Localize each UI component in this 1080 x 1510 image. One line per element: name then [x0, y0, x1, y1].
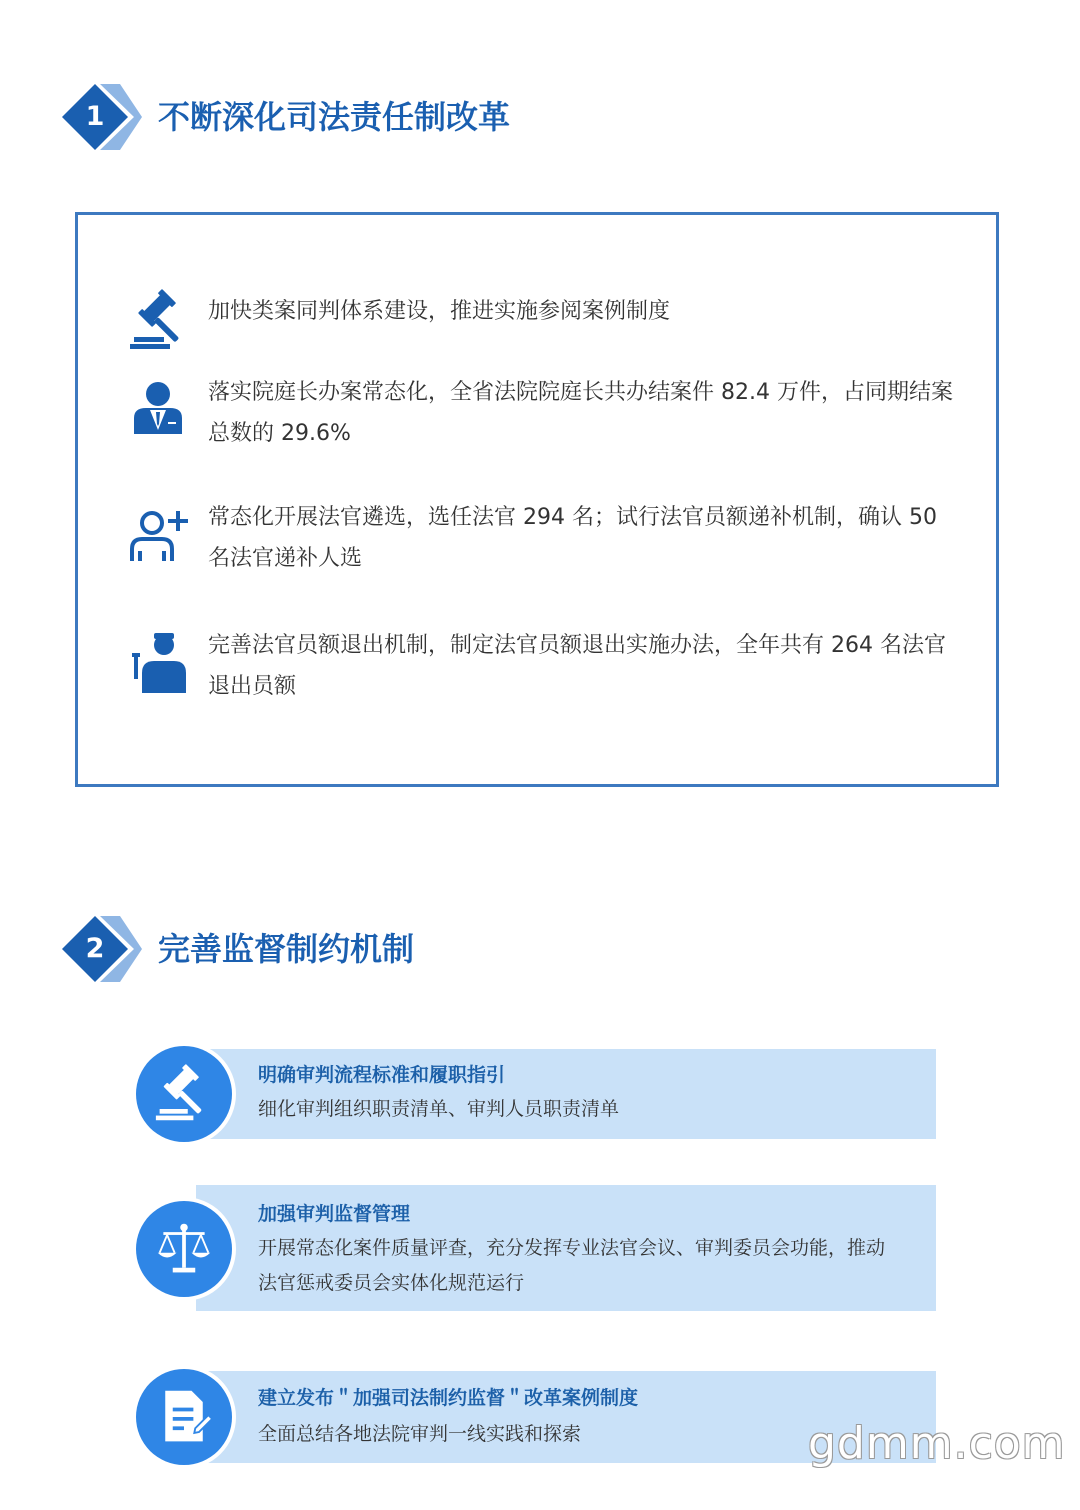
section-title: 完善监督制约机制	[158, 930, 415, 968]
section-number: 2	[85, 933, 105, 964]
card-body: 开展常态化案件质量评查，充分发挥专业法官会议、审判委员会功能，推动法官惩戒委员会实体化规范运行	[258, 1237, 886, 1294]
reform-measures-box	[75, 212, 999, 787]
section-number-badge	[62, 914, 142, 984]
item-text: 常态化开展法官遴选，选任法官 294 名；试行法官员额递补机制，确认 50 名法官递补人选	[208, 505, 937, 571]
item-text: 完善法官员额退出机制，制定法官员额退出实施办法，全年共有 264 名法官退出员额	[208, 633, 946, 699]
exit-person-icon	[128, 631, 192, 695]
section-number: 1	[85, 101, 105, 132]
judge-person-icon	[128, 378, 192, 442]
section-number-badge	[62, 82, 142, 152]
document-edit-icon	[136, 1369, 232, 1465]
watermark-text: gdmm.com	[808, 1418, 1066, 1469]
card-title: 建立发布＂加强司法制约监督＂改革案例制度	[258, 1387, 639, 1409]
scales-icon	[136, 1201, 232, 1297]
add-person-icon	[128, 503, 192, 567]
measure-card	[132, 1046, 936, 1142]
section-title: 不断深化司法责任制改革	[158, 98, 511, 136]
measure-card	[132, 1185, 936, 1313]
item-text: 加快类案同判体系建设，推进实施参阅案例制度	[208, 299, 671, 324]
item-text: 落实院庭长办案常态化，全省法院院庭长共办结案件 82.4 万件，占同期结案总数的 29.6%	[208, 380, 953, 446]
card-body: 细化审判组织职责清单、审判人员职责清单	[258, 1098, 620, 1120]
card-title: 明确审判流程标准和履职指引	[258, 1064, 506, 1086]
gavel-icon	[136, 1046, 232, 1142]
card-title: 加强审判监督管理	[258, 1203, 411, 1225]
card-body: 全面总结各地法院审判一线实践和探索	[258, 1423, 582, 1445]
gavel-icon	[128, 289, 192, 353]
